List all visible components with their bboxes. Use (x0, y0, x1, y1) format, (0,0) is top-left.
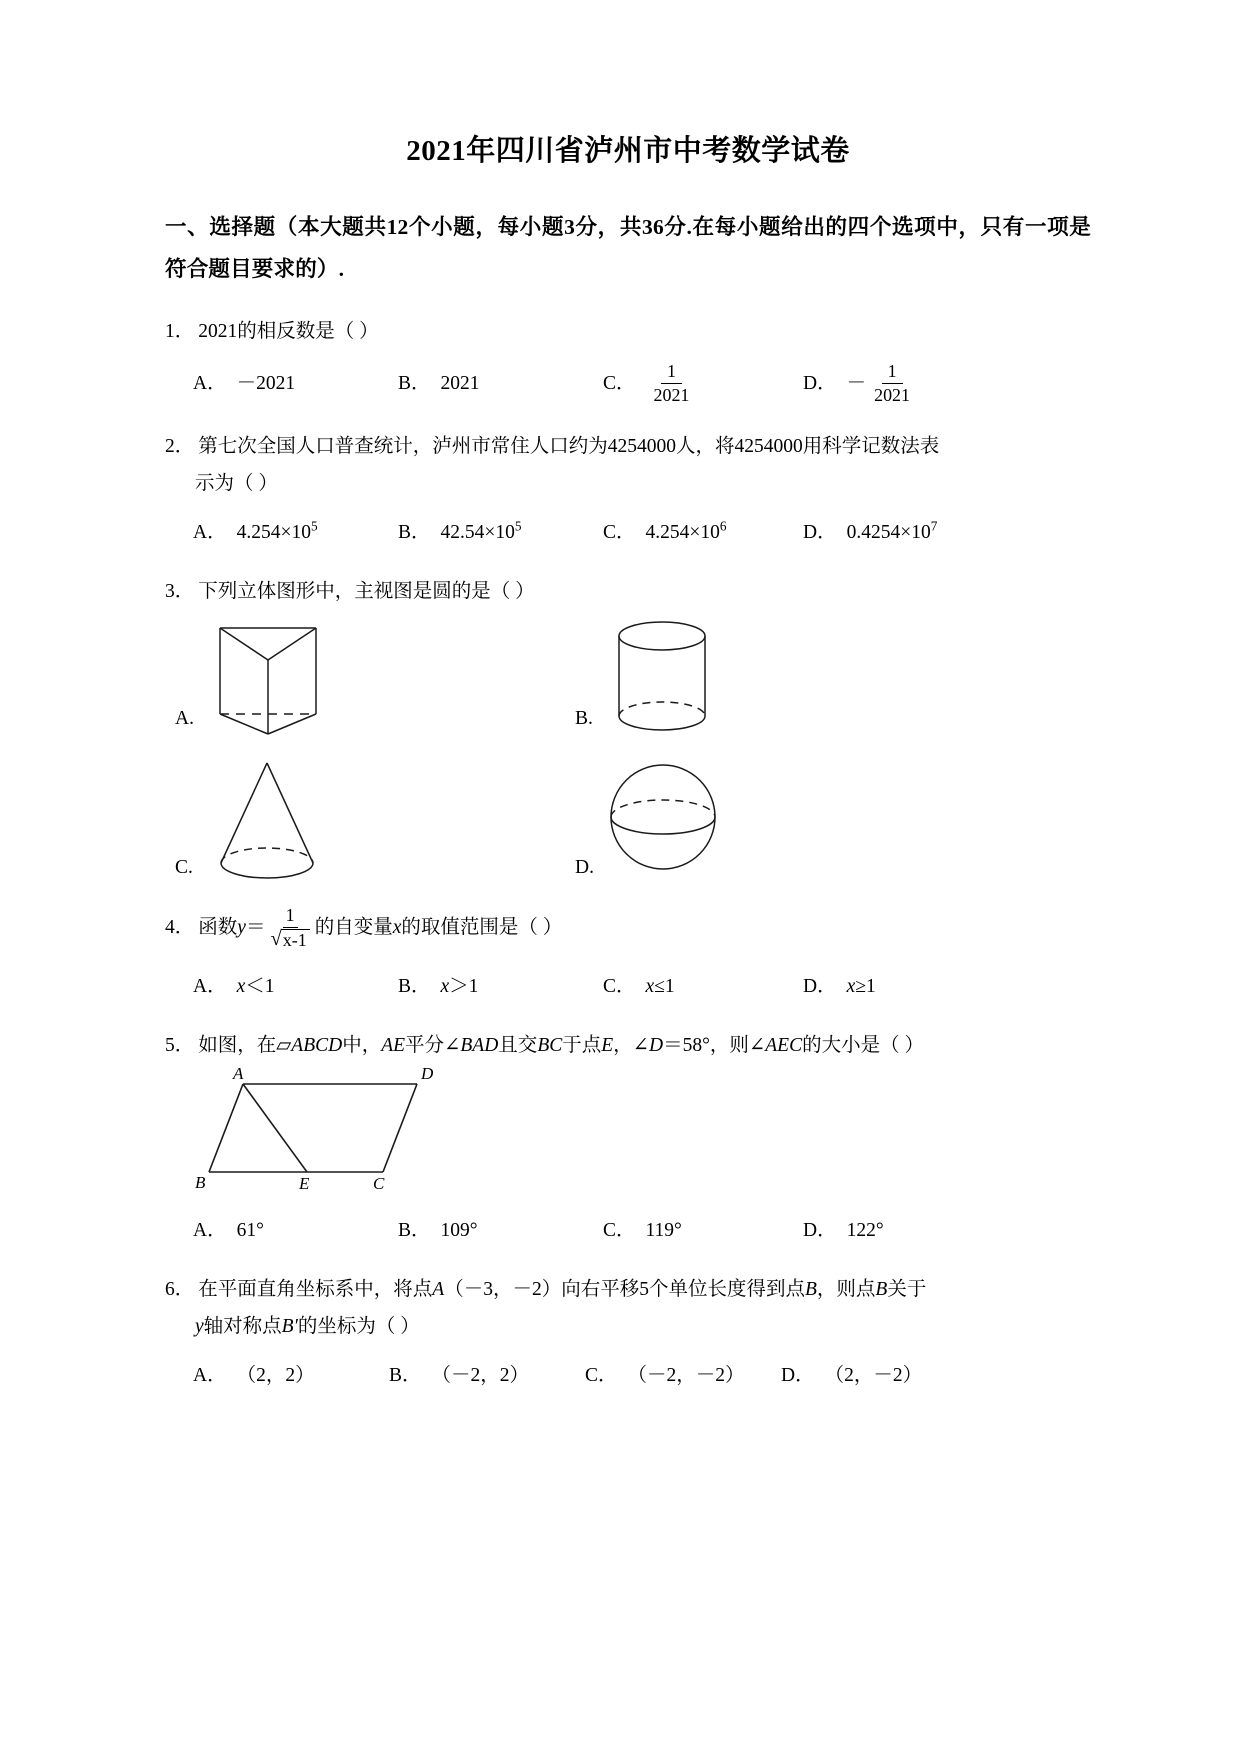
question-4-var-y: y (237, 917, 246, 939)
question-2-options (193, 514, 1091, 551)
question-5-number: 5． (165, 1034, 195, 1056)
question-2-number: 2． (165, 436, 195, 458)
q5-p3: 中， (342, 1034, 382, 1056)
radicand: x-1 (281, 929, 310, 951)
option-3-a[interactable] (175, 616, 575, 741)
q5-p15: 的大小是（ ） (802, 1034, 924, 1056)
option-1-b[interactable] (398, 365, 603, 402)
question-6-line2 (195, 1308, 1091, 1345)
option-5-a-value: 61° (236, 1219, 264, 1241)
q6-l1-p1: 在平面直角坐标系中，将点 (198, 1278, 433, 1300)
fraction-numerator: 1 (882, 361, 903, 384)
option-6-d-value: （2，－2） (824, 1364, 923, 1386)
parallelogram-figure (195, 1068, 515, 1193)
option-2-b[interactable] (398, 514, 603, 551)
option-5-b[interactable] (398, 1212, 603, 1249)
option-4-c-label: C． (603, 975, 636, 997)
question-4-suffix-b: 的取值范围是（ ） (401, 917, 563, 939)
option-4-b-label: B． (398, 975, 431, 997)
question-6 (165, 1271, 1091, 1394)
option-1-d-label: D． (803, 373, 837, 395)
question-6-number: 6． (165, 1278, 195, 1300)
option-1-a-label: A． (193, 373, 227, 395)
option-1-b-label: B． (398, 373, 431, 395)
option-1-c-label: C． (603, 373, 636, 395)
question-2 (165, 428, 1091, 551)
q5-p7: 且交 (498, 1034, 538, 1056)
q5-p11: ，∠ (613, 1034, 650, 1056)
q6-axis-y: y (195, 1315, 204, 1337)
question-4-fraction (267, 905, 312, 950)
q6-point-b-prime: B′ (281, 1315, 298, 1337)
vertex-label-A: A (233, 1067, 244, 1083)
option-1-a-value: －2021 (236, 373, 296, 395)
option-6-b-label: B． (389, 1364, 422, 1386)
option-2-c-value: $4.254\times 10^6$ (645, 518, 727, 544)
question-3-figure-row-top (175, 616, 1091, 741)
q5-p8: BC (537, 1034, 563, 1056)
question-4-suffix-a: 的自变量 (314, 917, 393, 939)
page-title: 2021年四川省泸州市中考数学试卷 (406, 135, 850, 167)
option-2-a-value: $4.254\times 10^5$ (236, 518, 318, 544)
option-6-a-value: （2，2） (236, 1364, 315, 1386)
q5-p12: D (649, 1034, 664, 1056)
question-4-equals: ＝ (245, 917, 266, 939)
option-6-c-value: （－2，－2） (627, 1364, 745, 1386)
q5-p6: BAD (460, 1034, 499, 1056)
option-4-a[interactable] (193, 968, 398, 1005)
vertex-label-D: D (421, 1067, 434, 1083)
option-1-c[interactable] (603, 362, 803, 406)
option-5-c-value: 119° (645, 1219, 682, 1241)
exponent: 5 (310, 518, 318, 534)
q6-l2-p4: 的坐标为（ ） (297, 1315, 420, 1337)
question-4-number: 4． (165, 917, 195, 939)
option-6-b[interactable] (389, 1357, 585, 1394)
option-2-b-label: B． (398, 522, 431, 544)
q5-p10: E (601, 1034, 614, 1056)
question-4-prefix: 函数 (198, 917, 238, 939)
option-5-d[interactable] (803, 1212, 1003, 1249)
option-6-d[interactable] (781, 1357, 977, 1394)
q5-p1: 如图，在 (198, 1034, 277, 1056)
question-1 (165, 313, 1091, 406)
q6-l2-p2: 轴对称点 (203, 1315, 282, 1337)
option-4-a-label: A． (193, 975, 227, 997)
q6-l1-p3: （－3，－2）向右平移5个单位长度得到点 (444, 1278, 805, 1300)
option-4-c-var: x (645, 975, 655, 997)
option-5-b-label: B． (398, 1219, 431, 1241)
question-5-options (193, 1212, 1091, 1249)
option-6-a-label: A． (193, 1364, 227, 1386)
question-6-text (165, 1271, 1091, 1345)
cylinder-icon (597, 616, 727, 741)
option-4-b[interactable] (398, 968, 603, 1005)
vertex-label-E: E (299, 1173, 310, 1193)
q6-point-b2: B (875, 1278, 888, 1300)
q5-p13: ＝58°，则∠ (663, 1034, 766, 1056)
question-3 (165, 573, 1091, 890)
option-2-a-label: A． (193, 522, 227, 544)
question-4-var-x: x (392, 917, 402, 939)
parallelogram-symbol: ▱ (276, 1034, 292, 1056)
question-2-stem-line2: 示为（ ） (195, 473, 278, 495)
option-6-d-label: D． (781, 1364, 815, 1386)
fraction-numerator: 1 (661, 361, 682, 384)
option-5-a[interactable] (193, 1212, 398, 1249)
option-3-d[interactable] (575, 755, 728, 890)
question-1-text (165, 313, 1091, 350)
option-3-b-label: B. (575, 708, 593, 730)
option-4-c-rel: ≤1 (654, 975, 675, 997)
q6-point-a: A (432, 1278, 445, 1300)
exponent: 5 (514, 518, 522, 534)
sphere-icon (598, 755, 728, 890)
option-2-d[interactable] (803, 514, 1003, 551)
question-1-number: 1． (165, 320, 195, 342)
question-1-options (193, 362, 1091, 406)
option-5-d-label: D． (803, 1219, 837, 1241)
triangular-prism-icon (198, 616, 338, 741)
option-1-d[interactable] (803, 362, 1003, 406)
question-3-stem: 下列立体图形中，主视图是圆的是（ ） (198, 581, 535, 603)
question-5-text (165, 1027, 1091, 1064)
question-4 (165, 906, 1091, 1004)
question-4-options (193, 968, 1091, 1005)
option-6-b-value: （－2，2） (431, 1364, 530, 1386)
option-4-a-var: x (236, 975, 246, 997)
option-2-c-label: C． (603, 522, 636, 544)
question-3-text (165, 573, 1091, 610)
option-6-c[interactable] (585, 1357, 781, 1394)
option-3-a-label: A. (175, 708, 194, 730)
fraction-denominator: 2021 (874, 384, 910, 405)
option-1-d-fraction (868, 361, 916, 405)
option-2-a[interactable] (193, 514, 398, 551)
sqrt-icon (270, 929, 309, 951)
option-3-b[interactable] (575, 616, 727, 741)
option-5-b-value: 109° (440, 1219, 478, 1241)
q5-p14: AEC (765, 1034, 803, 1056)
option-5-c-label: C． (603, 1219, 636, 1241)
option-5-d-value: 122° (846, 1219, 884, 1241)
question-5 (165, 1027, 1091, 1249)
option-2-d-value: $0.4254\times 10^7$ (846, 518, 938, 544)
option-2-c[interactable] (603, 514, 803, 551)
q5-p4: AE (381, 1034, 406, 1056)
fraction-numerator: 1 (283, 905, 298, 928)
option-1-d-sign: － (846, 373, 867, 395)
option-5-c[interactable] (603, 1212, 803, 1249)
radical-symbol: √ (270, 927, 282, 950)
option-1-b-value: 2021 (440, 373, 480, 395)
option-1-c-fraction (648, 361, 696, 405)
q6-l1-p5: ，则点 (816, 1278, 876, 1300)
option-4-d-var: x (846, 975, 856, 997)
option-2-d-label: D． (803, 522, 837, 544)
option-3-d-label: D. (575, 857, 594, 879)
option-3-c[interactable] (175, 755, 575, 890)
exponent: 7 (930, 518, 938, 534)
question-2-text (165, 428, 1091, 502)
fraction-denominator (267, 928, 312, 951)
option-4-b-rel: ＞1 (449, 975, 479, 997)
vertex-label-B: B (195, 1172, 206, 1192)
q5-p2: ABCD (291, 1034, 343, 1056)
question-4-text (165, 906, 1091, 951)
option-4-b-var: x (440, 975, 450, 997)
option-4-d-rel: ≥1 (855, 975, 876, 997)
fraction-denominator: 2021 (653, 384, 690, 405)
q6-point-b: B (804, 1278, 817, 1300)
question-6-options (193, 1357, 1091, 1394)
option-6-c-label: C． (585, 1364, 618, 1386)
vertex-label-C: C (373, 1173, 385, 1193)
question-3-figure-row-bottom (175, 755, 1091, 890)
option-5-a-label: A． (193, 1219, 227, 1241)
q5-p9: 于点 (562, 1034, 602, 1056)
option-4-d-label: D． (803, 975, 837, 997)
cone-icon (197, 755, 337, 890)
q6-l1-p7: 关于 (887, 1278, 927, 1300)
option-3-c-label: C. (175, 857, 193, 879)
question-1-stem: 2021的相反数是（ ） (198, 320, 379, 342)
question-2-stem-line1: 第七次全国人口普查统计，泸州市常住人口约为4254000人，将4254000用科学记数法表 (198, 436, 940, 458)
question-3-number: 3． (165, 581, 195, 603)
option-1-a[interactable] (193, 365, 398, 402)
q5-p5: 平分∠ (405, 1034, 461, 1056)
option-6-a[interactable] (193, 1357, 389, 1394)
option-4-d[interactable] (803, 968, 1003, 1005)
option-4-a-rel: ＜1 (245, 975, 275, 997)
exponent: 6 (719, 518, 727, 534)
option-4-c[interactable] (603, 968, 803, 1005)
section-heading: 一、选择题（本大题共12个小题，每小题3分，共36分.在每小题给出的四个选项中，只有一项是符合题目要求的）. (165, 215, 1091, 281)
option-2-b-value: $42.54\times 10^5$ (440, 518, 522, 544)
